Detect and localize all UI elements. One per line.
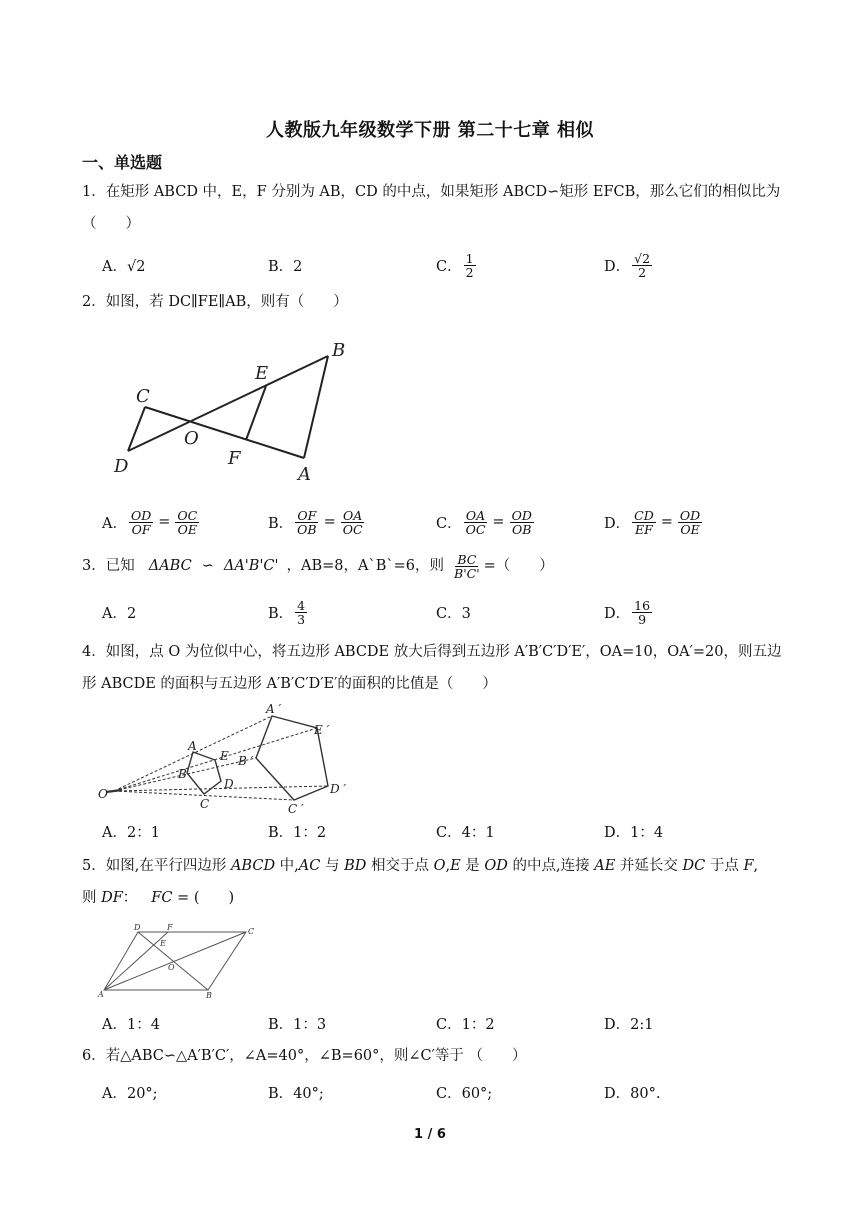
label-c: C [200, 797, 210, 811]
q4-option-d: D．1：4 [604, 824, 664, 841]
label-o: O [168, 963, 175, 972]
fraction-numerator: 1 [465, 250, 474, 266]
fraction-numerator: OD [679, 507, 701, 523]
fraction-numerator: √2 [634, 250, 651, 266]
label-b: B [332, 340, 346, 361]
q1-option-a: A．√2 [102, 258, 146, 275]
label-e-prime: E ′ [314, 723, 330, 737]
label-a: A [98, 990, 104, 999]
fraction-denominator: OC [342, 521, 363, 537]
fraction-numerator: 16 [634, 597, 651, 613]
q3-option-d-letter: D． [604, 605, 631, 622]
diagonal-bd [138, 932, 208, 990]
question-6-options [102, 1077, 782, 1107]
label-b: B [178, 767, 187, 781]
q2-b-left-fraction [295, 509, 318, 536]
q6-option-a: A．20°; [102, 1085, 158, 1102]
question-4-figure [96, 700, 366, 818]
q1-option-c-fraction [464, 252, 476, 279]
q3-triangle-2: ΔA'B'C' [223, 558, 279, 574]
segment-db [128, 356, 328, 451]
q5-option-b: B．1：3 [268, 1016, 327, 1033]
label-d: D [224, 777, 234, 791]
q3-suffix: =（ ） [483, 558, 554, 574]
question-1-stem: 1．在矩形 ABCD 中，E，F 分别为 AB，CD 的中点，如果矩形 ABCD∽矩形 EFCB，那么它们的相似比为（ ） [82, 184, 781, 232]
fraction-denominator: OC [465, 521, 486, 537]
q3-triangle-1: ΔABC [148, 558, 192, 574]
q5-math: F [743, 858, 754, 874]
fraction-denominator: 2 [465, 264, 474, 280]
ray-od [114, 786, 328, 791]
label-e: E [160, 939, 166, 948]
fraction-denominator: OE [177, 521, 198, 537]
q5-text: 并延长交 [615, 858, 683, 874]
label-c: C [248, 927, 255, 936]
question-2-options [102, 507, 782, 537]
q2-option-a-letter: A． [102, 515, 127, 532]
fraction-denominator: 3 [297, 611, 306, 627]
fraction-numerator: OA [343, 507, 363, 523]
fraction-denominator: OE [680, 521, 700, 537]
q2-option-b-letter: B． [268, 515, 294, 532]
q5-text: 5．如图,在平行四边形 [82, 858, 231, 874]
question-3-options [102, 597, 782, 627]
q1-option-d-fraction [632, 252, 652, 279]
fraction-numerator: OF [297, 507, 317, 523]
question-2-stem: 2．如图，若 DC∥FE∥AB，则有（ ） [82, 294, 348, 310]
q2-c-right-fraction [510, 509, 534, 536]
fraction-denominator: 2 [638, 264, 647, 280]
q5-math: FC [151, 890, 173, 906]
q1-option-b: B．2 [268, 258, 303, 275]
label-o: O [184, 428, 199, 449]
label-f: F [228, 448, 241, 469]
q5-math: DC [682, 858, 706, 874]
q2-a-left-fraction [129, 509, 153, 536]
question-3-stem [82, 550, 782, 582]
q5-text: = ( ) [172, 890, 235, 906]
q2-c-left-fraction [464, 509, 488, 536]
fraction-denominator: OF [131, 521, 151, 537]
equals-sign: = [158, 514, 171, 530]
label-a: A [298, 464, 311, 484]
q5-math: ABCD [230, 858, 276, 874]
q5-text: , [445, 858, 451, 874]
q5-text: 与 [320, 858, 345, 874]
document-title: 人教版九年级数学下册 第二十七章 相似 [265, 120, 595, 141]
label-a-prime: A ′ [266, 702, 282, 716]
label-e: E [255, 363, 269, 384]
label-c: C [136, 386, 150, 407]
q5-text: 则 [82, 890, 102, 906]
question-4-stem: 4．如图，点 O 为位似中心，将五边形 ABCDE 放大后得到五边形 A′B′C′D′E′，OA=10，OA′=20，则五边形 ABCDE 的面积与五边形 A′B′C′D′E′的面积的比值是（ ） [82, 644, 782, 692]
q2-d-left-fraction [632, 509, 656, 536]
q5-option-a: A．1：4 [102, 1016, 160, 1033]
label-c-prime: C ′ [288, 802, 304, 816]
question-6-stem: 6．若△ABC∽△A′B′C′，∠A=40°，∠B=60°，则∠C′等于 （ ） [82, 1048, 527, 1064]
q5-text: 是 [460, 858, 485, 874]
q3-option-c: C．3 [436, 605, 471, 622]
question-1-options [102, 250, 782, 280]
q4-option-c: C．4：1 [436, 824, 495, 841]
q5-math: O [433, 858, 446, 874]
label-d: D [134, 923, 141, 932]
q1-option-d-letter: D． [604, 258, 631, 275]
q6-option-c: C．60°; [436, 1085, 493, 1102]
q3-prefix: 3．已知 [82, 558, 135, 574]
fraction-numerator: OA [465, 507, 486, 523]
q3-similar-symbol: ∽ [201, 558, 214, 574]
q5-text: ： [122, 890, 138, 906]
label-o: O [98, 787, 108, 801]
label-f: F [167, 923, 173, 932]
q3-option-d-fraction [632, 599, 652, 626]
label-d-prime: D ′ [330, 782, 347, 796]
segment-ba [304, 356, 328, 458]
q4-option-a: A．2：1 [102, 824, 160, 841]
question-5-options [102, 1008, 782, 1038]
segment-af [104, 932, 168, 990]
fraction-denominator: OB [297, 521, 317, 537]
q2-d-right-fraction [678, 509, 702, 536]
q2-option-d [604, 507, 704, 537]
fraction-numerator: BC [457, 551, 477, 567]
q3-option-b [268, 597, 309, 627]
q2-option-a [102, 507, 201, 537]
q1-option-c-letter: C． [436, 258, 462, 275]
fraction-numerator: 4 [297, 597, 306, 613]
q5-text: 相交于点 [366, 858, 434, 874]
q5-option-c: C．1：2 [436, 1016, 495, 1033]
q3-option-b-fraction [295, 599, 307, 626]
section-heading: 一、单选题 [82, 153, 163, 172]
question-5-stem-line-1 [82, 850, 782, 882]
q1-option-c [436, 250, 478, 280]
q4-option-b: B．1：2 [268, 824, 327, 841]
q3-fraction [452, 553, 482, 580]
q5-text: 的中点,连接 [507, 858, 595, 874]
equals-sign: = [323, 514, 336, 530]
diagonal-ac [104, 932, 246, 990]
question-4-options [102, 816, 782, 846]
q2-a-right-fraction [175, 509, 199, 536]
page-number: 1 / 6 [414, 1127, 446, 1142]
fraction-numerator: OD [130, 507, 152, 523]
q5-math: AC [298, 858, 321, 874]
equals-sign: = [660, 514, 673, 530]
q2-option-d-letter: D． [604, 515, 631, 532]
q5-math: DF [101, 890, 123, 906]
label-a: A [188, 739, 197, 753]
question-2-figure [100, 334, 360, 484]
q5-math: E [450, 858, 461, 874]
fraction-denominator: EF [635, 521, 653, 537]
q5-text: 于点 [705, 858, 744, 874]
q5-text: 中, [275, 858, 299, 874]
q3-mid-text: ，AB=8，A`B`=6，则 [286, 558, 445, 574]
q3-option-d [604, 597, 654, 627]
label-e: E [220, 749, 229, 763]
q2-b-right-fraction [341, 509, 365, 536]
q6-option-b: B．40°; [268, 1085, 324, 1102]
fraction-numerator: OC [177, 507, 198, 523]
fraction-denominator: B'C' [454, 565, 480, 581]
q2-option-b [268, 507, 367, 537]
q2-option-c-letter: C． [436, 515, 462, 532]
q5-math: AE [594, 858, 616, 874]
fraction-denominator: OB [512, 521, 532, 537]
q5-text: , [753, 858, 759, 874]
equals-sign: = [492, 514, 505, 530]
q5-option-d: D．2:1 [604, 1016, 654, 1033]
label-d: D [114, 456, 129, 477]
question-5-figure [96, 922, 256, 1002]
q2-option-c [436, 507, 536, 537]
label-b: B [206, 991, 212, 1000]
label-b-prime: B ′ [238, 754, 254, 768]
q3-option-a: A．2 [102, 605, 137, 622]
q3-option-b-letter: B． [268, 605, 294, 622]
q1-option-d [604, 250, 654, 280]
fraction-denominator: 9 [638, 611, 647, 627]
question-5-stem-line-2 [82, 882, 782, 914]
q5-math: BD [344, 858, 367, 874]
fraction-numerator: CD [634, 507, 654, 523]
fraction-numerator: OD [511, 507, 532, 523]
q5-math: OD [484, 858, 508, 874]
q6-option-d: D．80°. [604, 1085, 661, 1102]
